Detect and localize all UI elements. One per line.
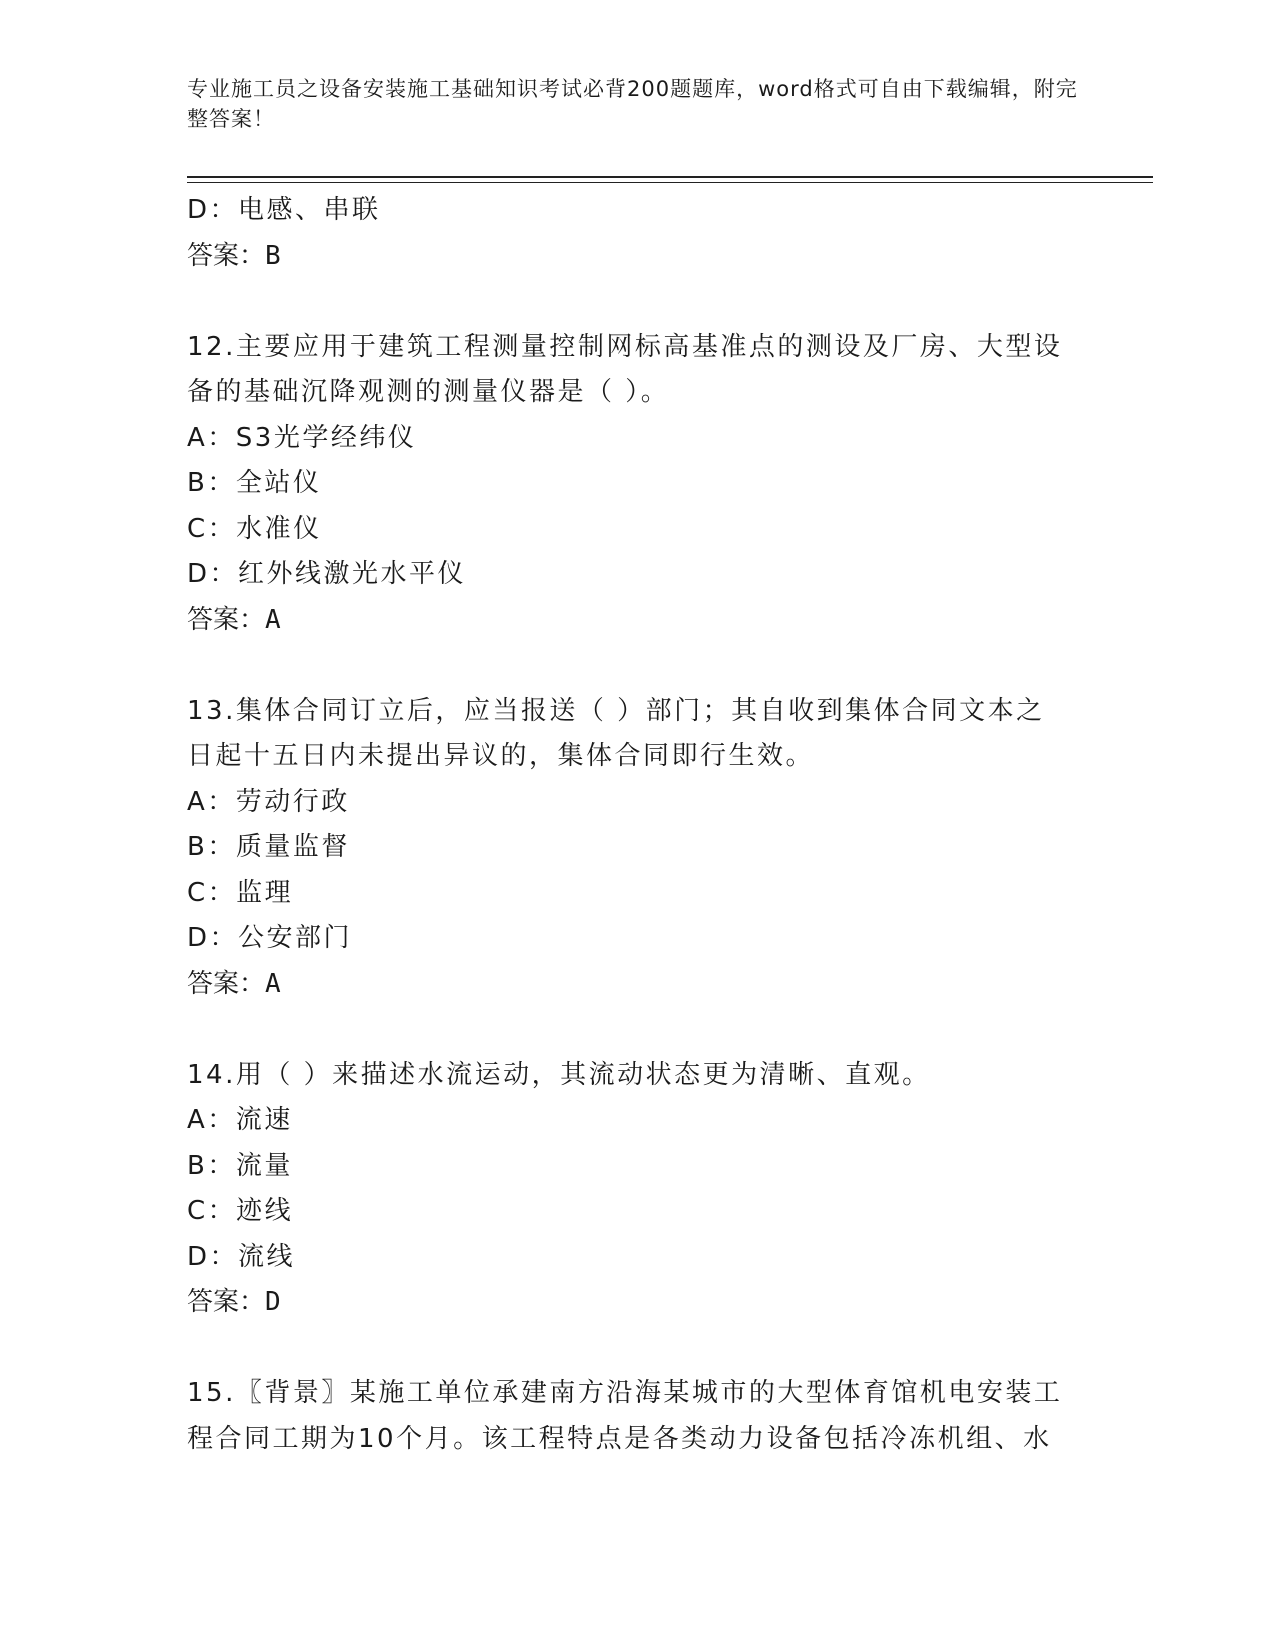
option-a: A：劳动行政: [187, 786, 350, 817]
spacer: [187, 643, 1087, 689]
answer-line: [187, 962, 1087, 1008]
header-rule-thin: [187, 182, 1153, 183]
option-d: D：电感、串联: [187, 195, 381, 225]
answer-line: [187, 1280, 1087, 1326]
answer-value: D: [265, 1287, 281, 1317]
header-rule-thick: [187, 176, 1153, 178]
option-d: D：流线: [187, 1241, 296, 1272]
option-b: B：质量监督: [187, 832, 350, 862]
answer-value: A: [265, 968, 281, 999]
option-d: D：红外线激光水平仪: [187, 559, 467, 589]
answer-label: 答案：: [187, 968, 266, 999]
answer-line: [187, 598, 1087, 644]
answer-label: 答案：: [187, 604, 266, 635]
option-a: A：流速: [187, 1105, 293, 1135]
document-body: [187, 188, 1087, 1462]
option-a: A：S3光学经纬仪: [187, 422, 417, 453]
question-text: 14.用（ ）来描述水流运动，其流动状态更为清晰、直观。: [187, 1059, 931, 1090]
option-b: B：流量: [187, 1150, 293, 1181]
option-c: C：监理: [187, 877, 294, 908]
question-text: 13.集体合同订立后，应当报送（ ）部门；其自收到集体合同文本之日起十五日内未提出异议的，集体合同即行生效。: [187, 695, 1045, 771]
answer-label: 答案：: [187, 240, 266, 271]
document-header: [187, 74, 1087, 134]
option-c: C：迹线: [187, 1196, 294, 1226]
answer-line: [187, 234, 1087, 280]
answer-value: B: [265, 240, 281, 271]
option-c: C：水准仪: [187, 513, 322, 544]
answer-value: A: [265, 604, 281, 635]
option-b: B：全站仪: [187, 468, 322, 498]
spacer: [187, 1007, 1087, 1053]
question-text: 12.主要应用于建筑工程测量控制网标高基准点的测设及厂房、大型设备的基础沉降观测的测量仪器是（ ）。: [187, 331, 1063, 407]
spacer: [187, 279, 1087, 325]
spacer: [187, 1326, 1087, 1372]
document-title: 专业施工员之设备安装施工基础知识考试必背200题题库，word格式可自由下载编辑，附完整答案！: [187, 77, 1078, 131]
question-text: 15.〖背景〗某施工单位承建南方沿海某城市的大型体育馆机电安装工程合同工期为10个月。该工程特点是各类动力设备包括冷冻机组、水: [187, 1378, 1063, 1454]
answer-label: 答案：: [187, 1287, 266, 1317]
option-d: D：公安部门: [187, 923, 353, 953]
